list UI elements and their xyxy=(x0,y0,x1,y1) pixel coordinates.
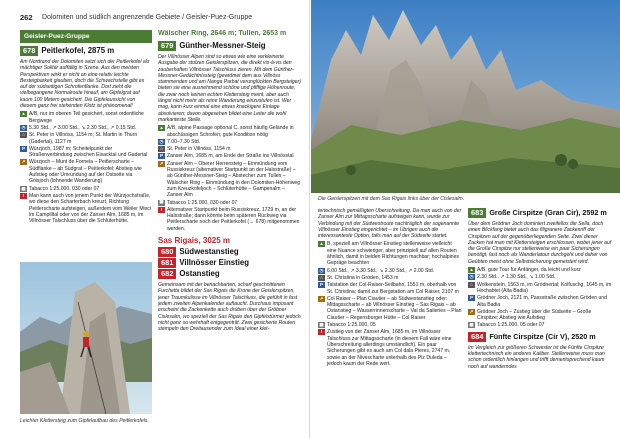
route-icon: ↗ xyxy=(21,159,26,165)
route-icon: ↗ xyxy=(469,308,474,314)
fact-variant: ! Alternativer Startpunkt beim Russiskreuz, 1729 m, an der Halsstraße; dann könnte beim späteren Rückweg via Peitlerscharte noch der Peitlerkofel (→ 678) mitgenommen werden. xyxy=(158,207,302,232)
map-icon: ▦ xyxy=(159,199,164,205)
entry-number: 679 xyxy=(158,41,176,51)
info-icon: ! xyxy=(158,207,165,213)
fact-route: ↗ Zanser Alm – Oberer Herrensteig – Einmündung vom Russiskreuz (alternativer Startpunkt an der Halsstraße) – ab Günther-Messner-Steig – Abstecher zum Tullen – Wälscher Ring – Einmündung in den Dolomiten-Höhenweg zum Kreuzkofeljoch – Schlüterhütte – Gampenalm – Zanser Alm xyxy=(159,160,301,199)
fact-difficulty: ▲ B, speziell am Villnösser Einstieg stellenweise vielleicht eine Nuance schwieriger, aber prinzipiell auf allen Routen ähnlich, damit in beiden Richtungen machbar; hochalpines Gepräge beachten xyxy=(319,241,459,267)
left-column xyxy=(20,30,152,258)
difficulty-icon: ▲ xyxy=(159,125,164,131)
entry-intro: Am Nordrand der Dolomiten setzt sich der Peitlerkofel als mächtiger Solitär auffällig in Szene. Aus den meisten Perspektiven wirkt er nicht an eine relativ leichte Besteigbarkeit glauben, doch die Schwachstelle gibt es auf der südseitigen Schrofenflanke. Dort zieht die vielbegangene Normalroute hinauf, am Gipfelgrat auf kaum 100 Metern gesichert. Die Gipfelaussicht von diesem ganz frei stehenden Klotz ist phänomenal! xyxy=(20,59,150,110)
fact-difficulty: ▲ A/B, gute Tour für Anfänger, da leicht und kurz xyxy=(469,266,581,274)
climber-photo xyxy=(20,262,152,414)
fact-difficulty: ▲ A/B, alpine Passage optional C, sonst häufig Gelände in abschüssigen Schrofen; gute Kondition nötig xyxy=(159,125,294,138)
fact-base: ⌂ St. Peter in Villnöss, 1154 m; St. Martin in Thurn (Gadertal), 1127 m xyxy=(20,132,152,145)
fact-base: ⌂ Wolkenstein, 1563 m, im Grödnertal; Kolfuschg, 1645 m, im Hochabtei (Alta Badia) xyxy=(468,282,612,295)
info-icon: ! xyxy=(318,329,325,335)
right-left-column xyxy=(318,208,462,434)
clock-icon: ◷ xyxy=(469,274,474,280)
right-photo-caption: Die Geislerspitzen mit dem Sas Rigais links über der Cislesalm. xyxy=(318,196,465,202)
clock-icon: ◷ xyxy=(21,124,26,130)
page-number: 262 xyxy=(20,13,33,22)
village-icon: ⌂ xyxy=(468,282,475,288)
village-icon: ⌂ xyxy=(318,275,325,281)
fact-start: P Würzjoch, 1987 m; Scheitelpunkt der Straßenverbindung zwischen Eisacktal und Gadertal xyxy=(21,145,148,159)
parking-icon: P xyxy=(319,282,324,288)
fact-variant: ! Man kann auch von jenem Punkt der Würzjochstraße, wo diese den Scharterbach kreuzt, Richtung Peitlerscharte aufsteigen, außerdem vom Weiler Misci im Campilltal oder von der Zanser Alm, 1685 m, im Villnösser Talschluss über die Schlüterhütte. xyxy=(20,193,152,224)
entry-679-heading xyxy=(158,41,302,51)
difficulty-icon: ▲ xyxy=(319,241,324,247)
fact-route: ↗ Würzjoch – Munt de Fornela – Peitlerscharte – Südflanke – ab Südgrat – Peitlerkofel; Abstieg wie Aufstieg oder Umrundung auf der Ostseite via Göisjoch (lohnende Wanderung) xyxy=(21,159,142,185)
entry-680-heading: 680 Südwestanstieg xyxy=(158,247,302,257)
fact-difficulty: ▲ A/B, nur im oberen Teil gesichert, sonst ordentliche Bergwege xyxy=(21,111,144,124)
climber-photo-image xyxy=(20,262,152,414)
village-icon: ⌂ xyxy=(20,132,27,138)
entry-number: 684 xyxy=(468,332,486,342)
fact-time: ◷ 7.00–7.30 Std. xyxy=(159,138,201,145)
running-head: Dolomiten und südlich angrenzende Gebiete / Geisler-Puez-Gruppe xyxy=(42,14,253,21)
entry-684-heading xyxy=(468,332,612,342)
route-icon: ↗ xyxy=(319,295,324,301)
fact-map: ▦ Tabacco 1:25.000, 05 xyxy=(319,321,376,329)
summit-subtitle: Wälscher Ring, 2646 m; Tullen, 2653 m xyxy=(158,30,287,37)
difficulty-icon: ▲ xyxy=(21,111,26,117)
section-banner: Geisler-Puez-Gruppe xyxy=(20,30,152,43)
village-icon: ⌂ xyxy=(158,146,165,152)
entry-title: Große Cirspitze (Gran Cir), 2592 m xyxy=(489,208,607,217)
entry-intro: Der Villnösser Alpen sind so etwas wie eine verkleinerte Ausgabe der stolzen Geislerspitzen, die direkt vis-à-vis den zauberhaften Villnösser Talschluss zieren. Mit dem Günther-Messner-Gedächtnissteig (gewidmet dem aus Villnöss stammenden und am Nanga Parbat verunglückten Bergsteiger) bieten sie eine ausnehmend schöne und pfiffige Höhenroute, die zwar noch keinen echten Klettersteig meint, aber auch längst nicht mehr als reine Wanderung einzustufen ist. Wer mag, kann kurz einmal eine etwas knackigere Einlage absolvieren; davon abgesehen bildet eine Leiter die wohl markanteste Stelle. xyxy=(158,54,301,123)
right-right-column xyxy=(468,208,612,434)
entry-title: Günther-Messner-Steig xyxy=(179,40,266,50)
map-icon: ▦ xyxy=(21,185,26,191)
sas-rigais-entries xyxy=(158,247,302,279)
page-gutter xyxy=(309,0,310,438)
fact-map: ▦ Tabacco 1:25.000, 030 oder 07 xyxy=(159,199,238,206)
entry-number: 678 xyxy=(20,46,38,56)
entry-intro: Im Vergleich zur größeren Schwester ist die Fünfte Cirspitze klettertechnisch ein anderes Kaliber. Stellenweise muss man schon ordentlich hinlangen und trifft dementsprechend kaum noch auf wanderndes xyxy=(468,344,605,370)
map-icon: ▦ xyxy=(319,321,324,327)
entry-title: Peitlerkofel, 2875 m xyxy=(41,45,115,55)
fact-route: ↗ Grödner Joch – Zustieg über die Südseite – Große Cirspitze; Abstieg wie Aufstieg xyxy=(469,308,592,322)
entry-678-heading xyxy=(20,46,152,56)
sas-rigais-subtitle: Sas Rigais, 3025 m xyxy=(158,236,231,246)
fact-time: ◷ 6.00 Std., ↗ 3.30 Std., ↘ 2.30 Std., ↗ 2.00 Std. xyxy=(319,267,435,274)
entry-number: 683 xyxy=(468,208,486,218)
fact-start: P Grödner Joch, 2121 m, Passstraße zwischen Gröden und Alta Badia xyxy=(469,295,607,308)
parking-icon: P xyxy=(21,145,26,151)
sas-rigais-intro-continued: tertechnisch gemäßigten Überschreitung. Da man auch von der Zanser Alm zur Mittagsscharte aufsteigen kann, wurde zur Verbindung mit der Südwestroute nachträglich der sogenannte Villnösser Einstieg eingerichtet – im Übrigen auch die interessanteste Option, falls man auf der Südseite startet. xyxy=(318,208,462,240)
middle-column xyxy=(158,30,302,432)
clock-icon: ◷ xyxy=(159,138,164,144)
fact-base: ⌂ St. Peter in Villnöss, 1154 m xyxy=(158,146,302,152)
left-photo-caption: Leichter Klettersteig zum Gipfelaufbau des Peitlerkofels. xyxy=(20,418,149,424)
info-icon: ! xyxy=(20,193,27,199)
parking-icon: P xyxy=(159,153,164,159)
fact-variant: ! Zustieg von der Zanser Alm, 1685 m, im Villnösser Talschluss zur Mittagsscharte (in diesem Fall wäre eine Überschreitung allerdings umständlich). Ein paar Sicherungen gibt es auch am Col dala Pieres, 2747 m, sowie an der Nivescharte unterhalb des Piz Duleda – jedoch kaum der Rede wert. xyxy=(318,329,462,367)
fact-start: P Zanser Alm, 1685 m, am Ende der Straße ins Villnösstal xyxy=(159,153,294,160)
fact-map: ▦ Tabacco 1:25.000, 05 oder 07 xyxy=(469,322,545,329)
fact-map: ▦ Tabacco 1:25.000, 030 oder 07 xyxy=(21,185,100,192)
entry-681-heading: 681 Villnösser Einstieg xyxy=(158,258,302,268)
route-icon: ↗ xyxy=(159,160,164,166)
geisler-photo-image xyxy=(311,0,620,193)
parking-icon: P xyxy=(469,295,474,301)
fact-time: ◷ 2.30 Std., ↗ 1.30 Std., ↘ 1.00 Std. xyxy=(469,274,556,281)
fact-start: P Talstation der Col-Raiser-Seilbahn, 1551 m, oberhalb von St. Christina; damit zur Bergstation am Col Raiser, 2107 m xyxy=(319,282,459,295)
geisler-photo xyxy=(311,0,620,193)
entry-682-heading: 682 Ostanstieg xyxy=(158,269,302,279)
difficulty-icon: ▲ xyxy=(469,266,474,272)
sas-rigais-intro: Gemeinsam mit der benachbarten, scharf geschnittenen Furchetta bildet der Sas Rigais die Krone der Geislerspitzen, jener Traumkulisse im Villnösser Talschluss, die gefühlt in fast jedem zweiten Alpenkalender auftaucht. Durchaus imposant erscheint die Zackenkette auch drüben über der Gröbner Cislesalm, wo speziell der Sas Rigais den Gipfelstürmer jedoch nicht ganz so wehrhaft entgegentritt. Zwei gesicherte Routen stempeln den Dreitausender zum Ideal einer klet- xyxy=(158,282,301,333)
entry-intro: Über dem Grödner Joch dominiert zweifellos die Sella, doch einen Blickfang bietet auch das filigranere Zackenriff der Cirspitzen auf der gegenüberliegenden Seite. Zwei dieser Zacken hat man mit Klettersteigen erschlossen, wobei jener auf die Große Cirspitze nur stellenweise ein paar Sicherungen benötigt, fast noch als Wanderlatour durchgeht und daher von Geübten meist ohne Selbstsicherung gemeistert wird. xyxy=(468,221,612,265)
fact-base: ⌂ St. Christina in Gröden, 1453 m xyxy=(318,275,462,281)
entry-683-heading xyxy=(468,208,612,218)
clock-icon: ◷ xyxy=(319,267,324,273)
map-icon: ▦ xyxy=(469,322,474,328)
fact-time: ◷ 5.30 Std., ↗ 3.00 Std., ↘ 2.30 Std., ↗ 0.15 Std. xyxy=(21,124,137,131)
entry-title: Fünfte Cirspitze (Cir V), 2520 m xyxy=(489,331,596,341)
fact-route: ↗ Col Raiser – Plan Ciautier – ab Südwestanstieg oder: Mittagsscharte – ab Villnösser Einstieg – Sas Rigais – ab Ostanstieg – Wasserrinnenscharte – Val da Salieries – Plan Ciautier – Regensburger Hütte – Col Raiser xyxy=(319,295,462,321)
